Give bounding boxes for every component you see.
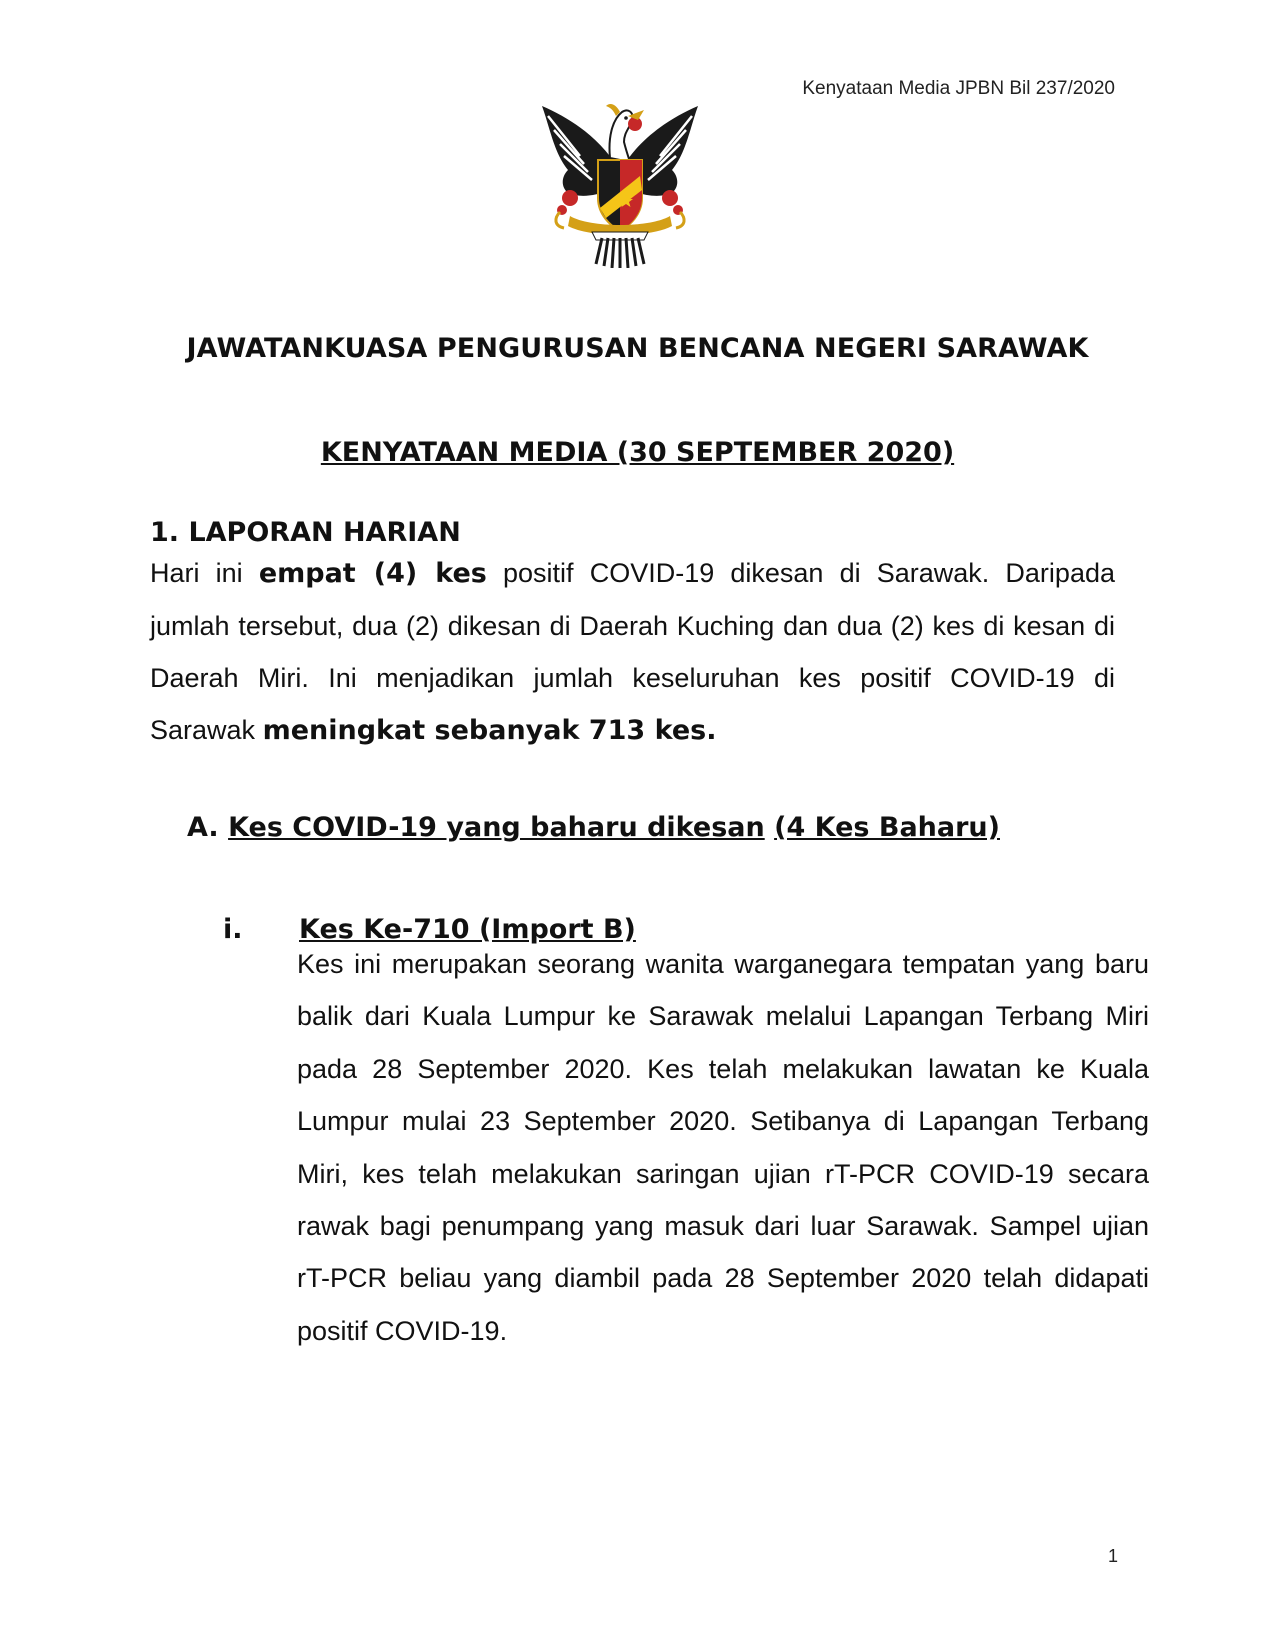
document-reference: Kenyataan Media JPBN Bil 237/2020	[802, 78, 1115, 99]
organization-title: JAWATANKUASA PENGURUSAN BENCANA NEGERI SARAWAK	[186, 333, 1089, 364]
statement-title: KENYATAAN MEDIA (30 SEPTEMBER 2020)	[320, 437, 955, 468]
section-heading: 1. LAPORAN HARIAN	[150, 517, 461, 548]
daily-report-paragraph	[150, 547, 1115, 757]
case-description: Kes ini merupakan seorang wanita warganegara tempatan yang baru balik dari Kuala Lumpur ke Sarawak melalui Lapangan Terbang Miri pada 28 September 2020. Kes telah melakukan lawatan ke Kuala Lumpur mulai 23 September 2020. Setibanya di Lapangan Terbang Miri, kes telah melakukan saringan ujian rT-PCR COVID-19 secara rawak bagi penumpang yang masuk dari luar Sarawak. Sampel ujian rT-PCR beliau yang diambil pada 28 September 2020 telah didapati positif COVID-19.	[297, 949, 1149, 1346]
paragraph-text: positif COVID-19 dikesan di Sarawak. Daripada jumlah tersebut, dua (2) dikesan di Daerah Kuching dan dua (2) kes di kesan di Daerah Miri. Ini menjadikan jumlah keseluruhan kes positif COVID-19 di Sarawak	[150, 558, 1115, 745]
subsection-letter: A.	[187, 812, 219, 843]
subsection-count: (4 Kes Baharu)	[774, 812, 1000, 843]
sarawak-state-emblem-icon	[540, 98, 700, 268]
case-number: i.	[223, 914, 243, 945]
subsection-title: Kes COVID-19 yang baharu dikesan	[228, 812, 765, 843]
paragraph-emphasis: meningkat sebanyak 713 kes.	[262, 715, 717, 746]
paragraph-emphasis: empat (4) kes	[258, 558, 487, 589]
subsection-heading	[187, 812, 1000, 843]
page-number: 1	[1108, 1546, 1119, 1566]
paragraph-text: Hari ini	[150, 558, 259, 588]
case-title: Kes Ke-710 (Import B)	[299, 914, 636, 945]
